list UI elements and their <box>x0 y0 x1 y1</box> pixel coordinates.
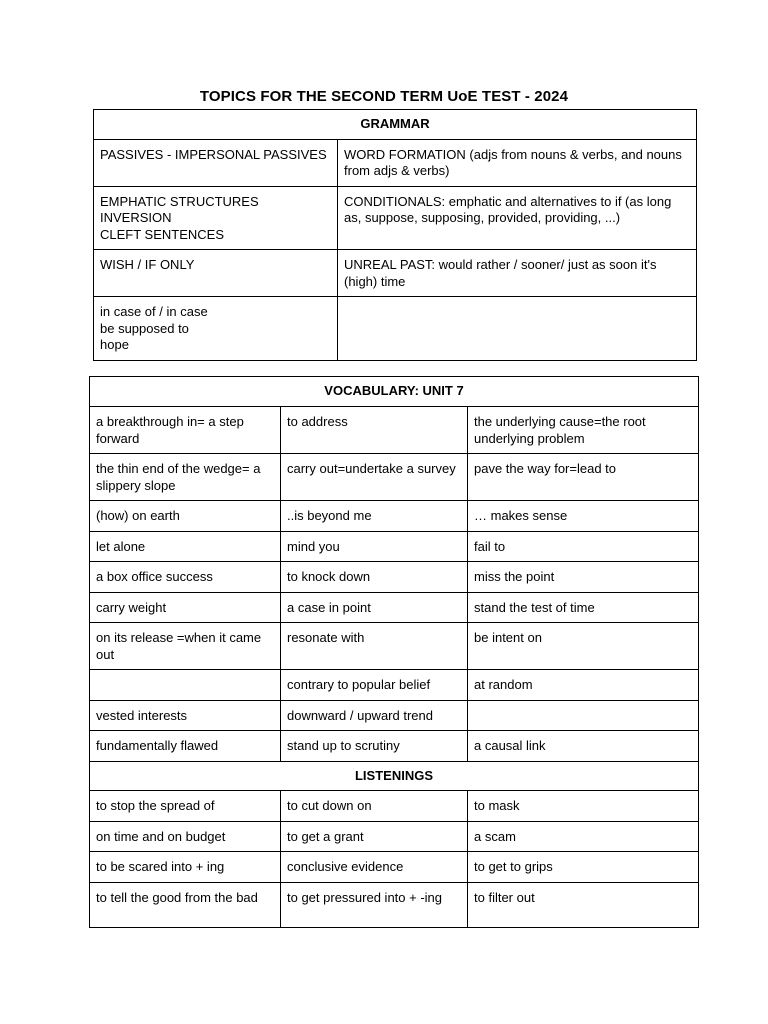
table-cell: UNREAL PAST: would rather / sooner/ just as soon it's (high) time <box>338 250 697 297</box>
table-cell: let alone <box>90 531 281 562</box>
table-cell: a box office success <box>90 562 281 593</box>
table-cell: a breakthrough in= a step forward <box>90 407 281 454</box>
table-cell: the thin end of the wedge= a slippery slope <box>90 454 281 501</box>
table-cell: CONDITIONALS: emphatic and alternatives to if (as long as, suppose, supposing, provided, providing, ...) <box>338 186 697 250</box>
table-cell: to cut down on <box>281 791 468 822</box>
table-cell: to tell the good from the bad <box>90 882 281 927</box>
vocabulary-header-row <box>90 377 699 407</box>
table-cell: ..is beyond me <box>281 501 468 532</box>
vocabulary-table <box>89 376 699 928</box>
table-row <box>90 531 699 562</box>
table-cell: to stop the spread of <box>90 791 281 822</box>
table-cell: downward / upward trend <box>281 700 468 731</box>
table-cell: EMPHATIC STRUCTURES INVERSION CLEFT SENTENCES <box>94 186 338 250</box>
table-cell: WISH / IF ONLY <box>94 250 338 297</box>
table-cell: … makes sense <box>468 501 699 532</box>
table-row <box>90 592 699 623</box>
table-row <box>90 562 699 593</box>
table-cell: be intent on <box>468 623 699 670</box>
table-cell: the underlying cause=the root underlying problem <box>468 407 699 454</box>
table-row <box>94 250 697 297</box>
table-cell: fail to <box>468 531 699 562</box>
table-cell: to get a grant <box>281 821 468 852</box>
table-cell: fundamentally flawed <box>90 731 281 762</box>
listenings-header: LISTENINGS <box>90 761 699 791</box>
table-cell: conclusive evidence <box>281 852 468 883</box>
table-cell: to get to grips <box>468 852 699 883</box>
grammar-header-row <box>94 110 697 140</box>
table-cell: to filter out <box>468 882 699 927</box>
table-cell: a causal link <box>468 731 699 762</box>
table-cell: on its release =when it came out <box>90 623 281 670</box>
table-cell: pave the way for=lead to <box>468 454 699 501</box>
table-cell <box>338 297 697 361</box>
grammar-header: GRAMMAR <box>94 110 697 140</box>
table-row <box>90 731 699 762</box>
table-cell: WORD FORMATION (adjs from nouns & verbs, and nouns from adjs & verbs) <box>338 139 697 186</box>
grammar-table <box>93 109 697 361</box>
table-cell: to knock down <box>281 562 468 593</box>
table-cell: carry out=undertake a survey <box>281 454 468 501</box>
table-cell: carry weight <box>90 592 281 623</box>
table-cell: to be scared into + ing <box>90 852 281 883</box>
table-cell: a scam <box>468 821 699 852</box>
table-row <box>90 821 699 852</box>
table-row <box>90 407 699 454</box>
table-cell: resonate with <box>281 623 468 670</box>
table-cell <box>468 700 699 731</box>
table-cell: on time and on budget <box>90 821 281 852</box>
table-row <box>94 297 697 361</box>
table-cell: (how) on earth <box>90 501 281 532</box>
table-row <box>94 186 697 250</box>
vocabulary-header: VOCABULARY: UNIT 7 <box>90 377 699 407</box>
table-row <box>90 501 699 532</box>
table-row <box>90 623 699 670</box>
table-cell: miss the point <box>468 562 699 593</box>
table-row <box>90 882 699 927</box>
document-title: TOPICS FOR THE SECOND TERM UoE TEST - 2024 <box>199 88 569 105</box>
table-cell: at random <box>468 670 699 701</box>
table-cell: to get pressured into + -ing <box>281 882 468 927</box>
table-row <box>90 454 699 501</box>
table-row <box>90 670 699 701</box>
listenings-header-row <box>90 761 699 791</box>
table-row <box>90 700 699 731</box>
table-row <box>94 139 697 186</box>
table-cell: to address <box>281 407 468 454</box>
table-cell: to mask <box>468 791 699 822</box>
table-cell: mind you <box>281 531 468 562</box>
table-cell: in case of / in case be supposed to hope <box>94 297 338 361</box>
table-cell: stand the test of time <box>468 592 699 623</box>
table-row <box>90 791 699 822</box>
table-cell: PASSIVES - IMPERSONAL PASSIVES <box>94 139 338 186</box>
table-cell <box>90 670 281 701</box>
table-row <box>90 852 699 883</box>
table-cell: a case in point <box>281 592 468 623</box>
table-cell: stand up to scrutiny <box>281 731 468 762</box>
table-cell: contrary to popular belief <box>281 670 468 701</box>
table-cell: vested interests <box>90 700 281 731</box>
